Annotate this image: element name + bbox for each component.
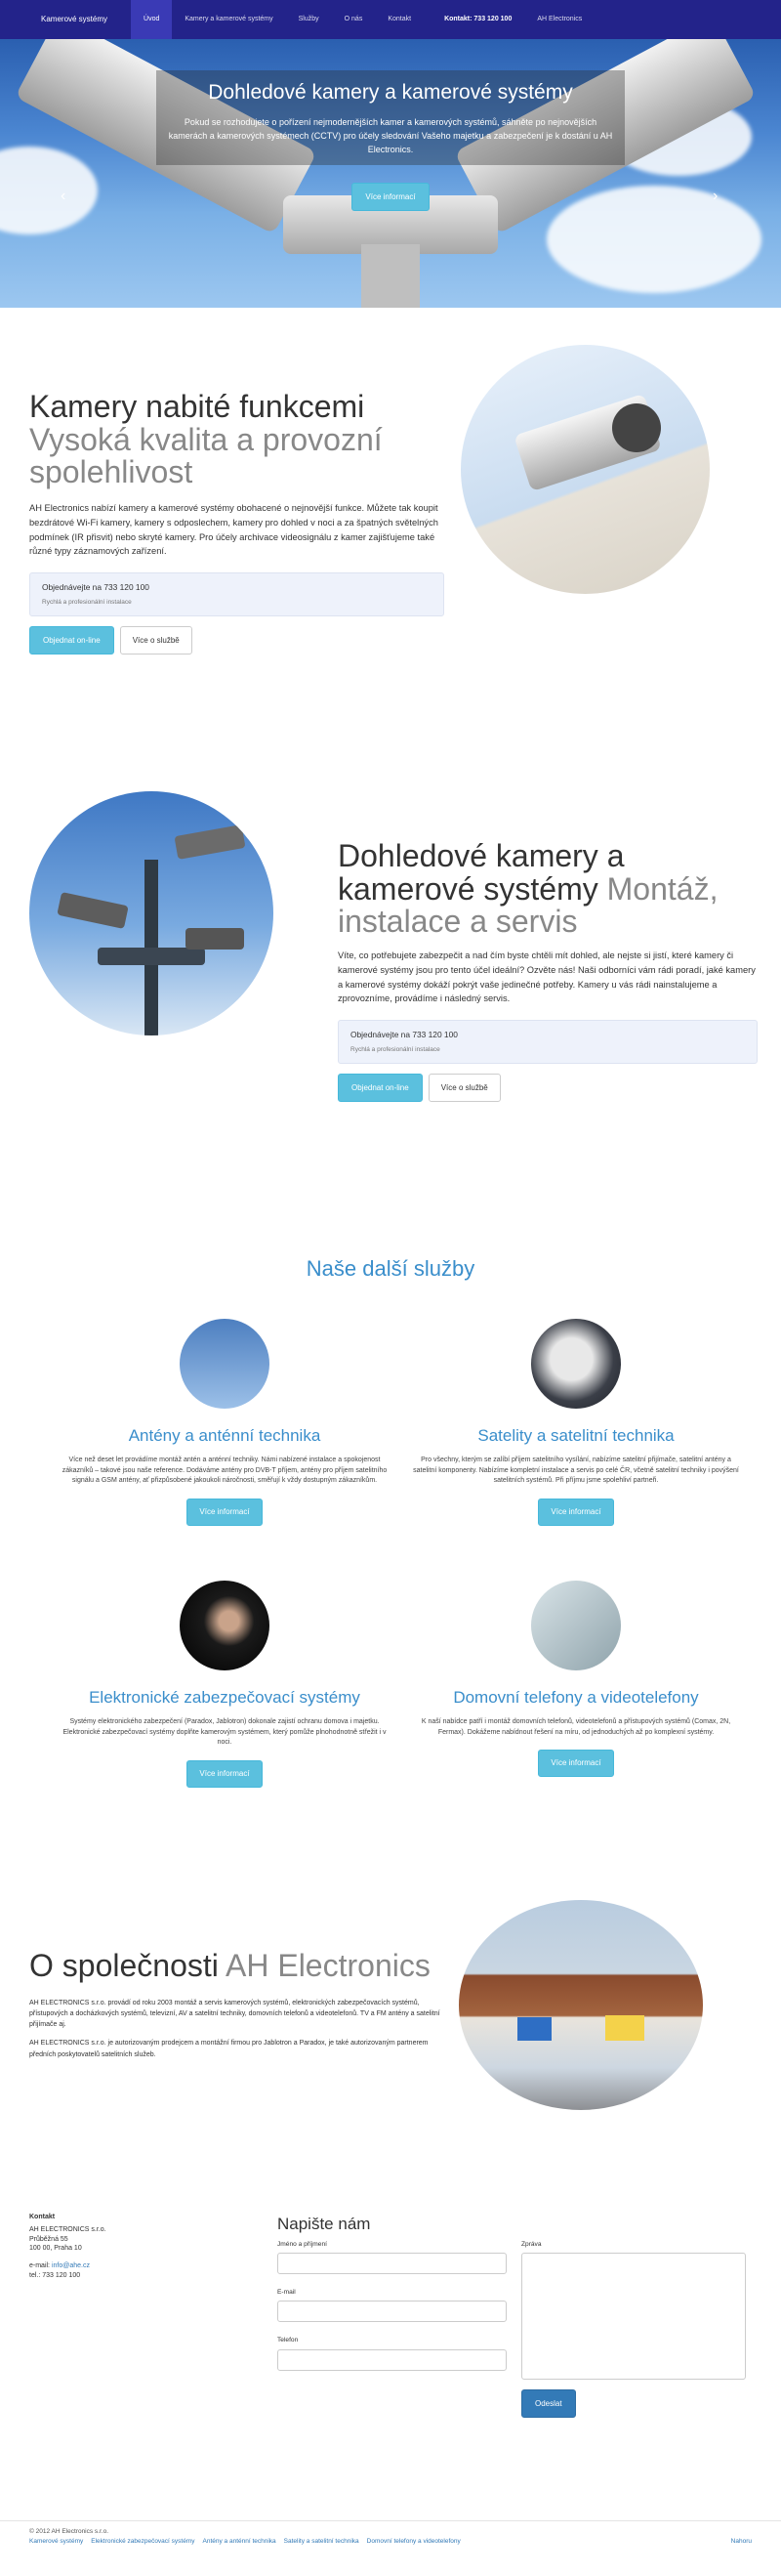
feature-cameras — [29, 391, 444, 655]
service-title: Elektronické zabezpečovací systémy — [89, 1688, 360, 1707]
nav-item-services[interactable]: Služby — [298, 16, 319, 23]
feature2-title: Dohledové kamery a kamerové systémy — [338, 838, 625, 907]
carousel-prev-icon[interactable]: ‹ — [61, 188, 66, 204]
hero-carousel — [0, 39, 781, 308]
message-label: Zpráva — [521, 2241, 542, 2248]
hero-caption — [156, 70, 625, 211]
top-navbar — [0, 0, 781, 39]
footer-top-link[interactable]: Nahoru — [730, 2538, 752, 2545]
contact-phone: 733 120 100 — [42, 2271, 81, 2279]
name-label: Jméno a příjmení — [277, 2241, 327, 2248]
feature1-text: AH Electronics nabízí kamery a kamerové systémy obohacené o nejnovější funkce. Můžete tak koupit bezdrátové Wi-Fi kamery, kamery s odposlechem, kamery pro dohled v noci a za špatných světelných podmínek (IR přisvit) nebo skryté kamery. Pro účely archivace videosignálu z kamer zajišťujeme také různé typy záznamových zařízení. — [29, 502, 438, 557]
form-title: Napište nám — [277, 2215, 371, 2233]
service-intercoms — [410, 1581, 742, 1777]
footer-link[interactable]: Satelity a satelitní technika — [283, 2538, 359, 2545]
feature1-heading — [29, 391, 444, 489]
email-input[interactable] — [277, 2301, 507, 2322]
nav-item-company[interactable]: AH Electronics — [537, 16, 583, 23]
nav-item-contact[interactable]: Kontakt — [388, 16, 412, 23]
email-field-label: E-mail — [277, 2289, 296, 2297]
feature2-more-button[interactable]: Více o službě — [429, 1074, 501, 1102]
feature2-order-well — [338, 1020, 758, 1064]
feature1-subtitle: Vysoká kvalita a provozní spolehlivost — [29, 421, 383, 490]
contact-heading: Kontakt — [29, 2214, 56, 2220]
feature2-text: Víte, co potřebujete zabezpečit a nad čím byste chtěli mít dohled, ale nejste si jistí, které kamery či kamerové systémy jsou pro tento účel ideální? Ozvěte nás! Naši odborníci vám rádi poradí, jaké kamery a kamerové systémy dokáží pokrýt vaše jedinečné potřeby. Kamery u vás rádi nainstalujeme a zprovozníme, provádíme i následný servis. — [338, 950, 756, 1004]
service-satellites — [410, 1319, 742, 1526]
feature1-order-well — [29, 572, 444, 616]
about-paragraph-2: AH ELECTRONICS s.r.o. je autorizovaným prodejcem a montážní firmou pro Jablotron a Paradox, je také autorizovaným partnerem předních poskytovatelů satelitních služeb. — [29, 2040, 429, 2058]
service-antennas — [59, 1319, 390, 1526]
feature2-order-button[interactable]: Objednat on-line — [338, 1074, 423, 1102]
hero-caption-panel — [156, 70, 625, 165]
services-heading: Naše další služby — [306, 1256, 475, 1281]
burglar-icon — [180, 1581, 269, 1670]
about-subtitle: AH Electronics — [226, 1948, 431, 1983]
feature1-title: Kamery nabité funkcemi — [29, 389, 365, 424]
service-text: Systémy elektronického zabezpečení (Paradox, Jablotron) dokonale zajistí ochranu domova i majetku. Elektronické zabezpečovací systémy doplňte kamerovým systémem, který pomůže plnohodnotně střežit i v noci. — [62, 1717, 387, 1747]
service-more-button[interactable]: Více informací — [186, 1760, 262, 1787]
address-line: Průběžná 55 — [29, 2235, 68, 2243]
feature2-heading — [338, 840, 758, 939]
camera-pole — [361, 244, 420, 308]
form-right-column — [521, 2240, 746, 2418]
camera-shape — [185, 928, 244, 950]
about-title: O společnosti — [29, 1948, 219, 1983]
nav-item-cameras[interactable]: Kamery a kamerové systémy — [185, 16, 273, 23]
feature1-more-button[interactable]: Více o službě — [120, 626, 192, 655]
feature1-actions — [29, 626, 444, 655]
feature1-image — [461, 345, 710, 594]
footer-link[interactable]: Domovní telefony a videotelefony — [366, 2538, 461, 2545]
feature-mounting — [338, 840, 758, 1102]
nav-phone[interactable]: Kontakt: 733 120 100 — [444, 16, 513, 23]
banner-shape — [517, 2017, 552, 2041]
contact-email-row — [29, 2261, 254, 2271]
address-line: AH ELECTRONICS s.r.o. — [29, 2225, 106, 2233]
cloud — [0, 147, 98, 234]
service-security — [59, 1581, 390, 1788]
feature2-well-sub: Rychlá a profesionální instalace — [350, 1046, 440, 1054]
contact-email-link[interactable]: info@ahe.cz — [51, 2262, 90, 2270]
service-title: Antény a anténní technika — [128, 1426, 321, 1445]
contact-info — [29, 2213, 254, 2281]
about-paragraph-1: AH ELECTRONICS s.r.o. provádí od roku 2003 montáž a servis kamerových systémů, elektronických zabezpečovacích systémů, přístupových a docházkových systémů, televizní, AV a satelitní techniky, domovních telefonů a videotelefonů. TV a FM antény a satelitní přijímače aj. — [29, 1999, 440, 2029]
message-textarea[interactable] — [521, 2253, 746, 2380]
service-more-button[interactable]: Více informací — [538, 1499, 613, 1525]
nav-brand[interactable]: Kamerové systémy — [41, 15, 108, 24]
hero-more-button[interactable]: Více informací — [351, 183, 429, 211]
footer — [0, 2520, 781, 2576]
hero-title: Dohledové kamery a kamerové systémy — [208, 81, 573, 104]
submit-button[interactable]: Odeslat — [521, 2389, 576, 2418]
feature1-well-title: Objednávejte na 733 120 100 — [42, 582, 149, 593]
nav-item-home[interactable]: Úvod — [131, 0, 172, 39]
form-left-column — [277, 2240, 507, 2371]
feature2-image — [29, 791, 273, 1035]
service-text: Pro všechny, kterým se zalíbí příjem satelitního vysílání, nabízíme satelitní přijímače, satelitní antény a satelitní komponenty. Nabízíme kompletní instalace a servis po celé ČR, včetně satelitní techniky i povýšení satelitních systémů. Při příjmu jsme spolehliví partneři. — [413, 1456, 739, 1485]
nav-item-about[interactable]: O nás — [344, 16, 363, 23]
footer-link[interactable]: Elektronické zabezpečovací systémy — [91, 2538, 195, 2545]
service-text: K naší nabídce patří i montáž domovních telefonů, videotelefonů a přístupových systémů (Comax, 2N, Fermax). Dokážeme nabídnout řešení na míru, od jednoduchých až po komplexní systémy. — [421, 1717, 731, 1736]
carousel-next-icon[interactable]: › — [713, 188, 719, 204]
name-input[interactable] — [277, 2253, 507, 2274]
feature1-order-button[interactable]: Objednat on-line — [29, 626, 114, 655]
phone-field-label: Telefon — [277, 2337, 299, 2344]
service-more-button[interactable]: Více informací — [186, 1499, 262, 1525]
service-more-button[interactable]: Více informací — [538, 1750, 613, 1776]
service-title: Domovní telefony a videotelefony — [453, 1688, 699, 1707]
feature1-well-sub: Rychlá a profesionální instalace — [42, 599, 132, 607]
contact-phone-row — [29, 2271, 254, 2281]
footer-copyright: © 2012 AH Electronics s.r.o. — [29, 2528, 109, 2535]
feature2-subtitle: Montáž, instalace a servis — [338, 870, 719, 940]
footer-link[interactable]: Antény a anténní technika — [202, 2538, 276, 2545]
camera-lens — [612, 403, 661, 452]
camera-shape — [174, 824, 245, 860]
contact-form — [277, 2213, 746, 2409]
camera-shape — [57, 892, 128, 929]
about-section — [29, 1944, 444, 2060]
company-building-image — [459, 1900, 703, 2110]
satellite-dish-icon — [531, 1319, 621, 1409]
footer-links — [29, 2537, 461, 2546]
about-heading — [29, 1944, 444, 1988]
tel-label: tel.: — [29, 2271, 41, 2279]
pole-ring — [98, 948, 205, 965]
email-label: e-mail: — [29, 2262, 51, 2270]
service-title: Satelity a satelitní technika — [477, 1426, 675, 1445]
banner-shape — [605, 2015, 644, 2041]
feature2-well-title: Objednávejte na 733 120 100 — [350, 1030, 458, 1040]
phone-input[interactable] — [277, 2349, 507, 2371]
feature2-actions — [338, 1074, 758, 1102]
intercom-keypad-icon — [531, 1581, 621, 1670]
hero-text: Pokud se rozhodujete o pořízení nejmodernějších kamer a kamerových systémů, sáhněte po nejnovějších kamerách a kamerových systémech (CCTV) pro účely sledování Vašeho majetku a zabezpečení je k dostání u AH Electronics. — [168, 117, 613, 155]
service-text: Více než deset let provádíme montáž antén a anténní techniky. Námi nabízené instalace a spokojenost zákazníků – takové jsou naše reference. Dodáváme antény pro DVB-T příjem, antény pro příjem satelitního signálu a GSM antény, ať přizpůsobené jakoukoli náročnosti, směřují k vždy dostupným zákazníkům. — [62, 1456, 388, 1485]
footer-link[interactable]: Kamerové systémy — [29, 2538, 84, 2545]
address-line: 100 00, Praha 10 — [29, 2245, 82, 2253]
antenna-icon — [180, 1319, 269, 1409]
